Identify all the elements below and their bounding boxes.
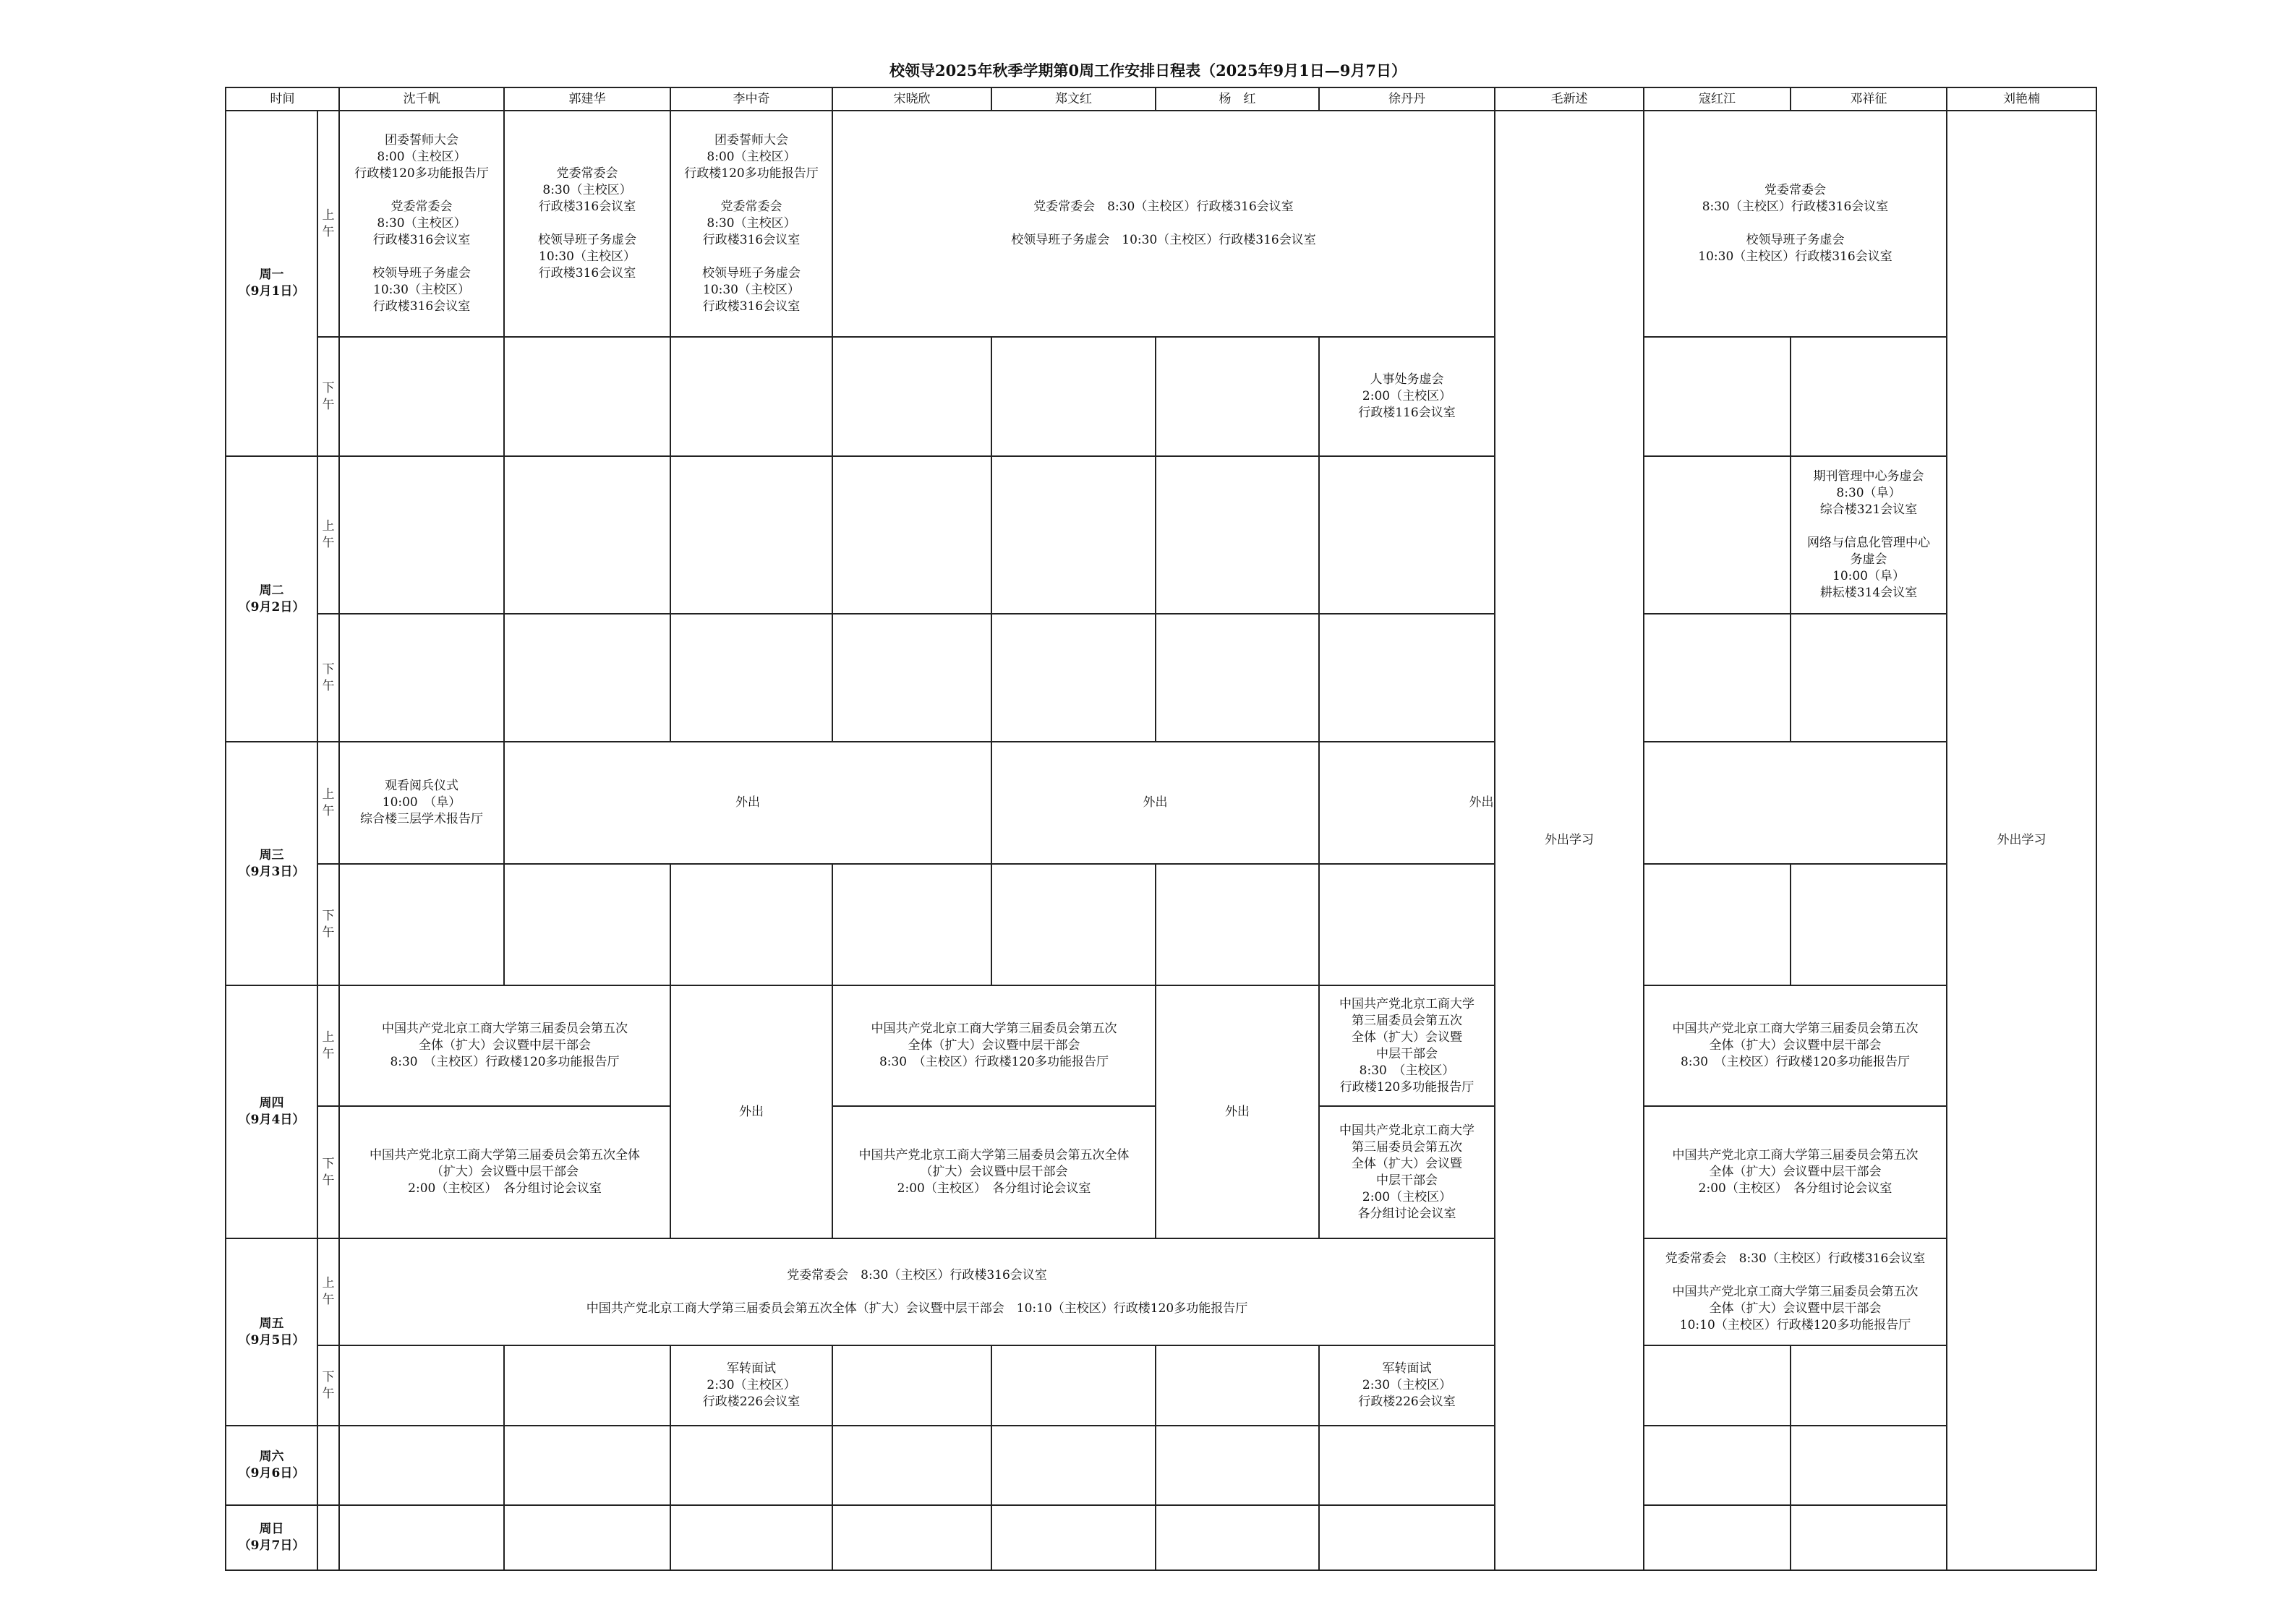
- day-label-fri: [226, 1238, 317, 1426]
- schedule-cell: [1791, 864, 1947, 985]
- schedule-cell: [504, 1426, 670, 1505]
- schedule-cell: [504, 864, 670, 985]
- half-text: 上 午: [322, 787, 335, 818]
- day-name: 周二: [259, 583, 284, 598]
- schedule-cell: [504, 614, 670, 742]
- schedule-cell: [832, 337, 991, 456]
- schedule-cell: [832, 111, 1495, 337]
- schedule-cell: [339, 1345, 504, 1426]
- schedule-cell: [339, 742, 504, 864]
- event-text: 团委誓师大会 8:00（主校区） 行政楼120多功能报告厅: [684, 133, 819, 181]
- day-label-mon: [226, 111, 317, 456]
- schedule-cell: [317, 1505, 339, 1570]
- event-text: 党委常委会 8:30（主校区）行政楼316会议室: [1702, 183, 1889, 214]
- schedule-cell: [991, 1345, 1156, 1426]
- schedule-cell: [670, 614, 832, 742]
- header-leader: 李中奇: [670, 87, 832, 111]
- half-label-pm: [317, 337, 339, 456]
- event-text: 党委常委会 8:30（主校区）行政楼316会议室: [1665, 1251, 1926, 1266]
- event-text: 网络与信息化管理中心 务虚会 10:00（阜） 耕耘楼314会议室: [1807, 536, 1930, 600]
- schedule-cell: [504, 456, 670, 614]
- half-text: 下 午: [322, 1156, 335, 1188]
- day-date: （9月5日）: [238, 1332, 305, 1348]
- schedule-cell: [339, 1426, 504, 1505]
- day-label-tue: [226, 456, 317, 742]
- event-text: 中国共产党北京工商大学第三届委员会第五次 全体（扩大）会议暨中层干部会 8:30 （主校区）行政楼120多功能报告厅: [871, 1022, 1117, 1069]
- schedule-cell: [339, 111, 504, 337]
- schedule-cell: [991, 742, 1319, 864]
- schedule-cell: [1791, 1426, 1947, 1505]
- day-name: 周三: [259, 847, 284, 862]
- event-text: 校领导班子务虚会 10:30（主校区） 行政楼316会议室: [702, 266, 801, 314]
- event-text: 团委誓师大会 8:00（主校区） 行政楼120多功能报告厅: [354, 133, 489, 181]
- schedule-cell: [1319, 1426, 1495, 1505]
- schedule-cell: [1319, 864, 1495, 985]
- day-name: 周一: [259, 267, 284, 282]
- schedule-cell: [339, 864, 504, 985]
- schedule-cell: [1319, 1505, 1495, 1570]
- schedule-cell: [1319, 985, 1495, 1106]
- schedule-cell: [991, 1426, 1156, 1505]
- schedule-cell: [670, 985, 832, 1238]
- schedule-cell: [1156, 1505, 1319, 1570]
- half-label-am: [317, 742, 339, 864]
- header-leader: 宋晓欣: [832, 87, 991, 111]
- schedule-row-wed-am: [226, 742, 2096, 864]
- event-text: 外出学习: [1545, 833, 1594, 847]
- half-label-am: [317, 1238, 339, 1345]
- schedule-cell: [991, 864, 1156, 985]
- schedule-cell: [1319, 1345, 1495, 1426]
- half-label-pm: [317, 1106, 339, 1238]
- day-name: 周四: [259, 1096, 284, 1110]
- schedule-cell: [832, 1426, 991, 1505]
- schedule-cell: [1156, 456, 1319, 614]
- schedule-cell: [1156, 864, 1319, 985]
- schedule-cell: [670, 1426, 832, 1505]
- schedule-cell: [339, 1505, 504, 1570]
- day-label-sun: [226, 1505, 317, 1570]
- schedule-cell: [1791, 337, 1947, 456]
- schedule-row-sun: [226, 1505, 2096, 1570]
- day-date: （9月6日）: [238, 1466, 305, 1481]
- half-text: 下 午: [322, 380, 335, 412]
- schedule-row-mon-pm: [226, 337, 2096, 456]
- event-text: 党委常委会 8:30（主校区）行政楼316会议室: [787, 1267, 1047, 1282]
- day-name: 周五: [259, 1316, 284, 1331]
- day-label-wed: [226, 742, 317, 985]
- event-text: 外出: [1225, 1104, 1250, 1119]
- schedule-cell: [1644, 1426, 1791, 1505]
- schedule-cell: [1644, 1345, 1791, 1426]
- schedule-cell: [832, 614, 991, 742]
- half-label-am: [317, 111, 339, 337]
- event-text: 外出: [1143, 795, 1168, 810]
- event-text: 外出: [739, 1104, 764, 1119]
- schedule-cell: [1319, 456, 1495, 614]
- schedule-row-thu-am: [226, 985, 2096, 1106]
- schedule-cell: [339, 1106, 670, 1238]
- event-text: 党委常委会 8:30（主校区） 行政楼316会议室: [702, 200, 801, 247]
- schedule-cell: [1156, 1426, 1319, 1505]
- event-text: 军转面试 2:30（主校区） 行政楼226会议室: [1358, 1361, 1456, 1409]
- schedule-cell: [832, 985, 1156, 1106]
- schedule-cell: [504, 1345, 670, 1426]
- event-text: 校领导班子务虚会 10:30（主校区）行政楼316会议室: [1698, 233, 1892, 264]
- schedule-cell: [1319, 614, 1495, 742]
- header-leader: 郑文红: [991, 87, 1156, 111]
- day-label-sat: [226, 1426, 317, 1505]
- header-leader: 毛新述: [1495, 87, 1644, 111]
- event-text: 期刊管理中心务虚会 8:30（阜） 综合楼321会议室: [1813, 469, 1924, 517]
- event-text: 中国共产党北京工商大学 第三届委员会第五次 全体（扩大）会议暨 中层干部会 2:00（主校区） 各分组讨论会议室: [1339, 1123, 1475, 1221]
- half-text: 上 午: [322, 1029, 335, 1061]
- event-text: 中国共产党北京工商大学第三届委员会第五次全体 （扩大）会议暨中层干部会 2:00（主校区） 各分组讨论会议室: [858, 1148, 1130, 1196]
- schedule-cell: [339, 1238, 1495, 1345]
- schedule-cell: [1791, 1345, 1947, 1426]
- schedule-cell: [670, 1505, 832, 1570]
- schedule-cell: [1644, 614, 1791, 742]
- event-text: 中国共产党北京工商大学 第三届委员会第五次 全体（扩大）会议暨 中层干部会 8:30 （主校区） 行政楼120多功能报告厅: [1339, 996, 1475, 1095]
- schedule-cell: [832, 864, 991, 985]
- schedule-cell: [1791, 1505, 1947, 1570]
- half-text: 上 午: [322, 207, 335, 239]
- schedule-cell: [991, 456, 1156, 614]
- header-leader: 刘艳楠: [1947, 87, 2096, 111]
- event-text: 中国共产党北京工商大学第三届委员会第五次 全体（扩大）会议暨中层干部会 2:00（主校区） 各分组讨论会议室: [1672, 1148, 1919, 1196]
- schedule-row-mon-am: [226, 111, 2096, 337]
- header-leader: 郭建华: [504, 87, 670, 111]
- event-text: 观看阅兵仪式 10:00 （阜） 综合楼三层学术报告厅: [360, 779, 483, 826]
- half-label-am: [317, 456, 339, 614]
- schedule-cell: [1156, 614, 1319, 742]
- event-text: 校领导班子务虚会 10:30（主校区） 行政楼316会议室: [538, 233, 636, 281]
- page-title: 校领导2025年秋季学期第0周工作安排日程表（2025年9月1日—9月7日）: [889, 61, 1407, 80]
- schedule-cell: [832, 1345, 991, 1426]
- half-text: 上 午: [322, 1276, 335, 1307]
- schedule-cell: [670, 111, 832, 337]
- day-date: （9月2日）: [238, 599, 305, 614]
- schedule-cell: [1156, 985, 1319, 1238]
- schedule-cell: [504, 337, 670, 456]
- schedule-cell: [339, 337, 504, 456]
- schedule-cell: [1644, 111, 1947, 337]
- event-text: 人事处务虚会 2:00（主校区） 行政楼116会议室: [1358, 372, 1456, 420]
- schedule-row-sat: [226, 1426, 2096, 1505]
- schedule-cell: [1791, 456, 1947, 614]
- schedule-row-wed-pm: [226, 864, 2096, 985]
- schedule-cell: [832, 1106, 1156, 1238]
- day-name: 周六: [259, 1449, 284, 1464]
- header-leader: 寇红江: [1644, 87, 1791, 111]
- header-time: 时间: [226, 87, 339, 111]
- schedule-cell: [1644, 985, 1947, 1106]
- schedule-cell: [1156, 1345, 1319, 1426]
- schedule-cell: [670, 1345, 832, 1426]
- event-text: 党委常委会 8:30（主校区） 行政楼316会议室: [538, 166, 636, 214]
- schedule-cell: [1319, 1106, 1495, 1238]
- schedule-cell: [504, 1505, 670, 1570]
- schedule-row-tue-pm: [226, 614, 2096, 742]
- half-text: 下 午: [322, 661, 335, 693]
- event-text: 校领导班子务虚会 10:30（主校区） 行政楼316会议室: [372, 266, 471, 314]
- schedule-cell: [1156, 337, 1319, 456]
- event-text: 外出学习: [1997, 833, 2047, 847]
- event-text: 党委常委会 8:30（主校区） 行政楼316会议室: [372, 200, 471, 247]
- schedule-cell: [504, 111, 670, 337]
- schedule-cell: [1319, 337, 1495, 456]
- event-text: 中国共产党北京工商大学第三届委员会第五次 全体（扩大）会议暨中层干部会 8:30 （主校区）行政楼120多功能报告厅: [382, 1022, 628, 1069]
- schedule-cell: [1644, 864, 1791, 985]
- schedule-cell: [670, 456, 832, 614]
- schedule-cell: [1947, 111, 2096, 1570]
- schedule-cell: [339, 614, 504, 742]
- half-label-pm: [317, 1345, 339, 1426]
- schedule-cell: [991, 337, 1156, 456]
- half-text: 下 午: [322, 909, 335, 940]
- day-date: （9月3日）: [238, 864, 305, 879]
- header-leader: 邓祥征: [1791, 87, 1947, 111]
- header-leader: 沈千帆: [339, 87, 504, 111]
- schedule-cell: [991, 1505, 1156, 1570]
- event-text: 中国共产党北京工商大学第三届委员会第五次 全体（扩大）会议暨中层干部会 8:30 （主校区）行政楼120多功能报告厅: [1672, 1022, 1919, 1069]
- day-name: 周日: [259, 1522, 284, 1536]
- schedule-row-fri-am: [226, 1238, 2096, 1345]
- schedule-cell: [1791, 614, 1947, 742]
- schedule-cell: [504, 742, 991, 864]
- event-text: 中国共产党北京工商大学第三届委员会第五次 全体（扩大）会议暨中层干部会 10:10（主校区）行政楼120多功能报告厅: [1672, 1284, 1919, 1332]
- header-leader: 徐丹丹: [1319, 87, 1495, 111]
- event-text: 中国共产党北京工商大学第三届委员会第五次全体（扩大）会议暨中层干部会 10:10（主校区）行政楼120多功能报告厅: [586, 1301, 1248, 1316]
- schedule-cell: [991, 614, 1156, 742]
- day-date: （9月7日）: [238, 1538, 305, 1553]
- event-text: 外出: [735, 795, 760, 810]
- day-date: （9月1日）: [238, 284, 305, 299]
- schedule-cell: [1644, 1106, 1947, 1238]
- event-text: 中国共产党北京工商大学第三届委员会第五次全体 （扩大）会议暨中层干部会 2:00（主校区） 各分组讨论会议室: [370, 1148, 640, 1196]
- half-label-am: [317, 985, 339, 1106]
- schedule-cell: [1644, 1505, 1791, 1570]
- header-leader: 杨 红: [1156, 87, 1319, 111]
- schedule-cell: [339, 985, 670, 1106]
- day-label-thu: [226, 985, 317, 1238]
- event-text: 校领导班子务虚会 10:30（主校区）行政楼316会议室: [1011, 233, 1316, 247]
- half-label-pm: [317, 864, 339, 985]
- schedule-table: [225, 87, 2097, 1571]
- schedule-cell: [670, 337, 832, 456]
- schedule-cell: [1319, 742, 1644, 864]
- schedule-row-fri-pm: [226, 1345, 2096, 1426]
- half-text: 下 午: [322, 1369, 335, 1401]
- schedule-cell: [670, 864, 832, 985]
- day-date: （9月4日）: [238, 1113, 305, 1127]
- schedule-row-tue-am: [226, 456, 2096, 614]
- schedule-cell: [1644, 337, 1791, 456]
- schedule-cell: [832, 456, 991, 614]
- header-row: [226, 87, 2096, 111]
- half-text: 上 午: [322, 519, 335, 550]
- half-label-pm: [317, 614, 339, 742]
- event-text: 外出: [1469, 795, 1494, 810]
- schedule-cell: [1644, 1238, 1947, 1345]
- schedule-cell: [832, 1505, 991, 1570]
- schedule-cell: [339, 456, 504, 614]
- schedule-cell: [317, 1426, 339, 1505]
- schedule-cell: [1644, 456, 1791, 614]
- event-text: 党委常委会 8:30（主校区）行政楼316会议室: [1033, 200, 1294, 214]
- event-text: 军转面试 2:30（主校区） 行政楼226会议室: [702, 1361, 801, 1409]
